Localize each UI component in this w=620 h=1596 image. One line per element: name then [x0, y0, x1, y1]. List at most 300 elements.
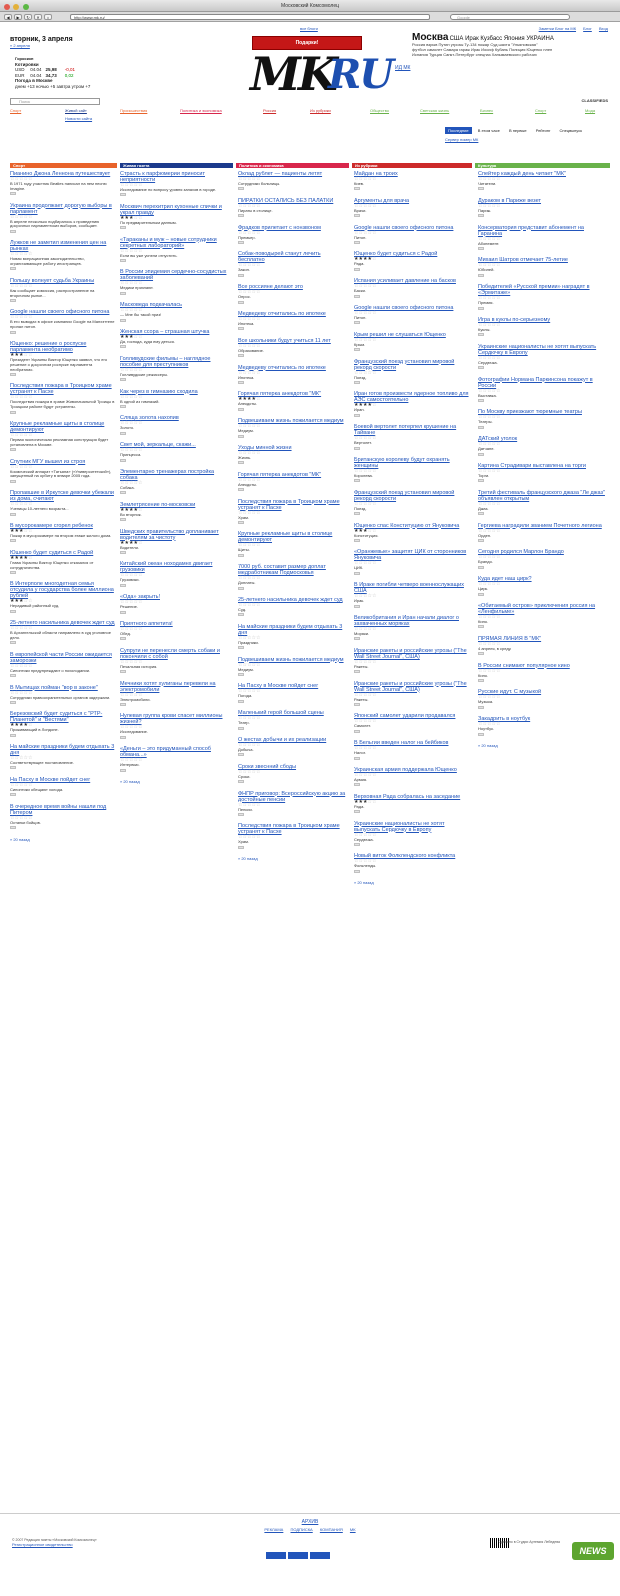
- star-icon[interactable]: ★: [120, 539, 125, 546]
- star-icon[interactable]: ☆: [367, 467, 372, 474]
- star-icon[interactable]: ☆: [23, 814, 28, 821]
- comment-icon[interactable]: [354, 187, 360, 190]
- star-icon[interactable]: ☆: [354, 467, 359, 474]
- star-icon[interactable]: ☆: [238, 262, 243, 269]
- comment-icon[interactable]: [120, 193, 126, 196]
- news-title-link[interactable]: Лужков не заметил изменения цен на рынках: [10, 240, 107, 253]
- star-icon[interactable]: ☆: [358, 369, 363, 376]
- star-icon[interactable]: ☆: [238, 542, 243, 549]
- star-icon[interactable]: ☆: [120, 479, 125, 486]
- news-title-link[interactable]: Москвич перехитрил кухонные спички и украл правду: [120, 203, 222, 216]
- star-icon[interactable]: ☆: [120, 366, 125, 373]
- star-icon[interactable]: ☆: [358, 625, 363, 632]
- star-icon[interactable]: ☆: [251, 289, 256, 296]
- star-icon[interactable]: ☆: [255, 575, 261, 582]
- star-icon[interactable]: ☆: [495, 441, 501, 448]
- news-title-link[interactable]: ФНПР приговор: Всероссийскую акцию за достойные пенсии: [238, 790, 346, 803]
- comment-icon[interactable]: [10, 641, 16, 644]
- star-icon[interactable]: ☆: [246, 834, 252, 841]
- star-icon[interactable]: ☆: [14, 251, 19, 258]
- news-title-link[interactable]: Свет мой, зеркальце, скажи...: [120, 442, 196, 449]
- star-icon[interactable]: ☆: [255, 634, 261, 641]
- news-title-link[interactable]: Аргументы для врача: [354, 197, 410, 204]
- star-icon[interactable]: ☆: [238, 202, 243, 209]
- star-icon[interactable]: ☆: [486, 500, 492, 507]
- news-title-link[interactable]: В Ираке погибли четверо военнослужащих США: [354, 582, 464, 595]
- star-icon[interactable]: ☆: [486, 414, 492, 421]
- comment-icon[interactable]: [238, 461, 244, 464]
- comment-icon[interactable]: [478, 187, 484, 190]
- comment-icon[interactable]: [120, 345, 126, 348]
- star-icon[interactable]: ☆: [354, 718, 359, 725]
- news-title-link[interactable]: Польшу волнует судьба Украины: [10, 277, 95, 284]
- star-icon[interactable]: ☆: [495, 613, 501, 620]
- comment-icon[interactable]: [120, 518, 126, 521]
- star-icon[interactable]: ☆: [137, 479, 143, 486]
- star-icon[interactable]: ☆: [133, 307, 138, 314]
- star-icon[interactable]: ☆: [251, 741, 256, 748]
- star-icon[interactable]: ☆: [354, 176, 359, 182]
- star-icon[interactable]: ☆: [255, 423, 261, 430]
- star-icon[interactable]: ☆: [18, 394, 24, 401]
- news-title-link[interactable]: ПИРАТКИ ОСТАЛИСЬ БЕЗ ПАЛАТКИ: [238, 197, 334, 204]
- news-title-link[interactable]: Ющенко: решение о роспуске парламента необратимо: [10, 340, 87, 353]
- star-icon[interactable]: ☆: [238, 176, 243, 182]
- star-icon[interactable]: ☆: [358, 771, 363, 778]
- column-header-1[interactable]: Спорт: [10, 163, 117, 168]
- star-icon[interactable]: ☆: [486, 176, 492, 182]
- star-icon[interactable]: ★: [120, 333, 125, 340]
- star-icon[interactable]: ☆: [128, 724, 134, 731]
- star-icon[interactable]: ☆: [242, 715, 247, 722]
- star-icon[interactable]: ☆: [14, 755, 19, 762]
- star-icon[interactable]: ☆: [120, 572, 125, 579]
- news-title-link[interactable]: Подвешиваем жизнь пожилается медиум: [238, 418, 344, 425]
- star-icon[interactable]: ☆: [128, 479, 134, 486]
- star-icon[interactable]: ☆: [354, 593, 359, 600]
- star-icon[interactable]: ☆: [137, 393, 143, 400]
- star-icon[interactable]: ☆: [137, 366, 143, 373]
- star-icon[interactable]: ☆: [486, 262, 492, 269]
- comment-icon[interactable]: [354, 605, 360, 608]
- star-icon[interactable]: ☆: [478, 202, 483, 209]
- star-icon[interactable]: ☆: [18, 431, 24, 438]
- star-icon[interactable]: ★: [120, 214, 125, 221]
- comment-icon[interactable]: [120, 491, 126, 494]
- star-icon[interactable]: ☆: [491, 176, 496, 182]
- news-title-link[interactable]: Майдан на троих: [354, 171, 398, 177]
- star-icon[interactable]: ☆: [367, 831, 372, 838]
- star-icon[interactable]: ☆: [23, 501, 28, 508]
- news-title-link[interactable]: Элементарно тренажерах постройка собака: [120, 468, 215, 481]
- star-icon[interactable]: ☆: [251, 542, 256, 549]
- star-icon[interactable]: ☆: [367, 229, 372, 236]
- rubric-5[interactable]: Россия: [263, 108, 277, 113]
- comment-icon[interactable]: [120, 769, 126, 772]
- star-icon[interactable]: ☆: [14, 689, 19, 696]
- star-icon[interactable]: ☆: [18, 213, 24, 220]
- star-icon[interactable]: ☆: [482, 467, 487, 474]
- star-icon[interactable]: ☆: [491, 667, 496, 674]
- star-icon[interactable]: ☆: [133, 393, 138, 400]
- comment-icon[interactable]: [354, 810, 360, 813]
- star-icon[interactable]: ☆: [362, 858, 368, 865]
- star-icon[interactable]: ☆: [128, 757, 134, 764]
- top-link-login[interactable]: Вход: [598, 26, 608, 31]
- star-icon[interactable]: ☆: [367, 176, 372, 182]
- star-icon[interactable]: ☆: [120, 625, 125, 632]
- star-icon[interactable]: ☆: [495, 527, 501, 534]
- star-icon[interactable]: ☆: [27, 351, 33, 358]
- star-icon[interactable]: ☆: [242, 342, 247, 349]
- star-icon[interactable]: ☆: [358, 467, 363, 474]
- star-icon[interactable]: ☆: [27, 394, 33, 401]
- star-icon[interactable]: ☆: [133, 447, 138, 454]
- star-icon[interactable]: ☆: [255, 601, 261, 608]
- star-icon[interactable]: ☆: [255, 715, 261, 722]
- tab-first[interactable]: В первые: [508, 128, 527, 133]
- news-title-link[interactable]: Иранские ракеты и российские угрозы ("The Wall Street Journal", США): [354, 680, 467, 693]
- star-icon[interactable]: ★: [238, 396, 243, 403]
- star-icon[interactable]: ☆: [491, 640, 496, 647]
- star-icon[interactable]: ★: [18, 554, 24, 561]
- star-icon[interactable]: ☆: [14, 463, 19, 470]
- star-icon[interactable]: ☆: [18, 282, 24, 289]
- star-icon[interactable]: ☆: [255, 315, 261, 322]
- star-icon[interactable]: ☆: [495, 694, 501, 701]
- star-icon[interactable]: ☆: [137, 420, 143, 427]
- comment-icon[interactable]: [354, 730, 360, 733]
- star-icon[interactable]: ☆: [120, 691, 125, 698]
- star-icon[interactable]: ☆: [255, 396, 261, 403]
- star-icon[interactable]: ★: [133, 539, 138, 546]
- rubric-9[interactable]: Бизнес: [480, 108, 494, 113]
- comment-icon[interactable]: [120, 432, 126, 435]
- star-icon[interactable]: ★: [18, 527, 24, 534]
- star-icon[interactable]: ☆: [27, 176, 33, 182]
- star-icon[interactable]: ☆: [482, 176, 487, 182]
- comment-icon[interactable]: [354, 539, 360, 542]
- star-icon[interactable]: ☆: [367, 798, 372, 805]
- news-title-link[interactable]: Землетрясение по-московски: [120, 501, 196, 508]
- star-icon[interactable]: ☆: [255, 741, 261, 748]
- reload-icon[interactable]: ↻: [24, 14, 32, 20]
- star-icon[interactable]: ☆: [27, 781, 33, 788]
- news-title-link[interactable]: Женская ссора – страшная штучка: [120, 328, 210, 335]
- star-icon[interactable]: ☆: [137, 214, 143, 221]
- star-icon[interactable]: ☆: [367, 658, 372, 665]
- news-title-link[interactable]: Горячая пятерка анекдотов "МК": [238, 471, 322, 478]
- star-icon[interactable]: ☆: [367, 691, 372, 698]
- comment-icon[interactable]: [120, 319, 126, 322]
- star-icon[interactable]: ☆: [478, 176, 483, 182]
- star-icon[interactable]: ☆: [246, 423, 252, 430]
- star-icon[interactable]: ☆: [354, 435, 359, 442]
- star-icon[interactable]: ☆: [128, 625, 134, 632]
- star-icon[interactable]: ☆: [486, 527, 492, 534]
- comment-icon[interactable]: [238, 780, 244, 783]
- comment-icon[interactable]: [120, 292, 126, 295]
- news-title-link[interactable]: Иран готов произвести ядерное топливо для АЭС самостоятельно: [354, 391, 469, 404]
- star-icon[interactable]: ☆: [128, 599, 134, 606]
- star-icon[interactable]: ☆: [14, 662, 19, 669]
- star-icon[interactable]: ☆: [491, 441, 496, 448]
- star-icon[interactable]: ★: [18, 598, 24, 605]
- star-icon[interactable]: ☆: [486, 321, 492, 328]
- star-icon[interactable]: ☆: [255, 229, 261, 236]
- star-icon[interactable]: ☆: [362, 336, 368, 343]
- star-icon[interactable]: ☆: [362, 593, 368, 600]
- news-title-link[interactable]: Юшенко будет судиться с Радой: [10, 549, 94, 556]
- star-icon[interactable]: ☆: [251, 229, 256, 236]
- star-icon[interactable]: ☆: [238, 768, 243, 775]
- star-icon[interactable]: ☆: [495, 667, 501, 674]
- star-icon[interactable]: ☆: [133, 625, 138, 632]
- star-icon[interactable]: ☆: [478, 262, 483, 269]
- news-title-link[interactable]: Спутник МГУ вышел из строя: [10, 458, 86, 465]
- star-icon[interactable]: ☆: [495, 176, 501, 182]
- star-icon[interactable]: ☆: [124, 182, 129, 188]
- star-icon[interactable]: ☆: [491, 262, 496, 269]
- star-icon[interactable]: ☆: [358, 745, 363, 752]
- comment-icon[interactable]: [478, 426, 484, 429]
- star-icon[interactable]: ☆: [27, 463, 33, 470]
- news-title-link[interactable]: На Пасху в Москве пойдет снег: [10, 776, 91, 783]
- star-icon[interactable]: ☆: [18, 814, 24, 821]
- star-icon[interactable]: ★: [120, 506, 125, 513]
- star-icon[interactable]: ☆: [367, 369, 372, 376]
- news-title-link[interactable]: Шведских правительство допланивает водителям за чистоту: [120, 528, 219, 541]
- news-title-link[interactable]: «Ода» закрыть!: [120, 594, 160, 601]
- star-icon[interactable]: ☆: [246, 262, 252, 269]
- star-icon[interactable]: ☆: [246, 509, 252, 516]
- news-title-link[interactable]: Приятного аппетита!: [120, 620, 173, 627]
- star-icon[interactable]: ☆: [27, 527, 33, 534]
- star-icon[interactable]: ☆: [120, 182, 125, 188]
- star-icon[interactable]: ★: [14, 598, 19, 605]
- star-icon[interactable]: ☆: [486, 202, 492, 209]
- star-icon[interactable]: ☆: [124, 572, 129, 579]
- star-icon[interactable]: ☆: [246, 476, 252, 483]
- star-icon[interactable]: ☆: [255, 768, 261, 775]
- star-icon[interactable]: ☆: [482, 613, 487, 620]
- comment-icon[interactable]: [354, 214, 360, 217]
- star-icon[interactable]: ☆: [246, 634, 252, 641]
- comment-icon[interactable]: [478, 679, 484, 682]
- star-icon[interactable]: ★: [362, 256, 368, 263]
- star-icon[interactable]: ★: [14, 554, 19, 561]
- star-icon[interactable]: ☆: [362, 745, 368, 752]
- star-icon[interactable]: ☆: [124, 691, 129, 698]
- comment-icon[interactable]: [238, 301, 244, 304]
- star-icon[interactable]: ☆: [238, 423, 243, 430]
- star-icon[interactable]: ☆: [371, 435, 377, 442]
- star-icon[interactable]: ☆: [371, 798, 377, 805]
- star-icon[interactable]: ★: [14, 722, 19, 729]
- star-icon[interactable]: ★: [14, 351, 19, 358]
- comment-icon[interactable]: [478, 593, 484, 596]
- comment-icon[interactable]: [354, 321, 360, 324]
- comment-icon[interactable]: [238, 435, 244, 438]
- star-icon[interactable]: ☆: [246, 801, 252, 808]
- star-icon[interactable]: ☆: [246, 315, 252, 322]
- star-icon[interactable]: ☆: [491, 321, 496, 328]
- star-icon[interactable]: ☆: [251, 575, 256, 582]
- star-icon[interactable]: ☆: [18, 176, 24, 182]
- star-icon[interactable]: ☆: [354, 500, 359, 507]
- star-icon[interactable]: ☆: [251, 315, 256, 322]
- star-icon[interactable]: ☆: [238, 476, 243, 483]
- star-icon[interactable]: ☆: [482, 414, 487, 421]
- star-icon[interactable]: ☆: [354, 771, 359, 778]
- star-icon[interactable]: ☆: [10, 213, 15, 220]
- star-icon[interactable]: ☆: [358, 691, 363, 698]
- star-icon[interactable]: ☆: [14, 394, 19, 401]
- star-icon[interactable]: ☆: [23, 251, 28, 258]
- news-title-link[interactable]: Фрадков прилетает с нонзвоном: [238, 224, 321, 231]
- comment-icon[interactable]: [354, 670, 360, 673]
- news-title-link[interactable]: Супруги не перенесли смерть собаки и покончили с собой: [120, 647, 220, 660]
- close-icon[interactable]: [4, 4, 10, 10]
- comment-icon[interactable]: [478, 479, 484, 482]
- star-icon[interactable]: ☆: [238, 688, 243, 695]
- rubric-7[interactable]: Общество: [370, 108, 390, 113]
- comment-icon[interactable]: [238, 554, 244, 557]
- star-icon[interactable]: ☆: [358, 658, 363, 665]
- star-icon[interactable]: ★: [362, 798, 368, 805]
- star-icon[interactable]: ☆: [371, 369, 377, 376]
- star-icon[interactable]: ☆: [255, 262, 261, 269]
- news-title-link[interactable]: Масковеда подкачалась: [120, 302, 182, 309]
- star-icon[interactable]: ☆: [371, 202, 377, 209]
- news-title-link[interactable]: «Тараканы и муж – новые сотрудники секретных лабораторий»: [120, 236, 217, 249]
- star-icon[interactable]: ☆: [362, 369, 368, 376]
- news-title-link[interactable]: Нулевая группа крови спасет миллионы жизней?: [120, 713, 223, 726]
- star-icon[interactable]: ☆: [242, 423, 247, 430]
- star-icon[interactable]: ☆: [242, 369, 247, 376]
- news-title-link[interactable]: Украинские националисты не хотят выпускать Сердючку в Европу: [478, 343, 597, 356]
- star-icon[interactable]: ☆: [246, 575, 252, 582]
- star-icon[interactable]: ☆: [478, 581, 483, 588]
- star-icon[interactable]: ☆: [128, 658, 134, 665]
- star-icon[interactable]: ☆: [242, 449, 247, 456]
- star-icon[interactable]: ☆: [124, 625, 129, 632]
- news-title-link[interactable]: Все школьники будут учиться 11 лет: [238, 337, 331, 344]
- star-icon[interactable]: ☆: [495, 640, 501, 647]
- star-icon[interactable]: ☆: [133, 572, 138, 579]
- star-icon[interactable]: ☆: [14, 814, 19, 821]
- comment-icon[interactable]: [120, 405, 126, 408]
- registration-link[interactable]: Регистрационное свидетельство: [12, 1541, 73, 1547]
- comment-icon[interactable]: [10, 826, 16, 829]
- star-icon[interactable]: ☆: [367, 560, 372, 567]
- tag-line-3[interactable]: Испания Турция Санкт-Петербург спецназ Ханымаевского рабочих: [412, 52, 537, 57]
- star-icon[interactable]: ☆: [255, 202, 261, 209]
- star-icon[interactable]: ☆: [27, 755, 33, 762]
- comment-icon[interactable]: [238, 381, 244, 384]
- news-title-link[interactable]: О жестах добычи и их реализации: [238, 736, 327, 743]
- star-icon[interactable]: ☆: [137, 658, 143, 665]
- star-icon[interactable]: ★: [358, 402, 363, 409]
- star-icon[interactable]: ☆: [367, 309, 372, 316]
- star-icon[interactable]: ☆: [242, 768, 247, 775]
- news-title-link[interactable]: Медведеву отчитались по ипотеке: [238, 310, 326, 317]
- star-icon[interactable]: ☆: [251, 661, 256, 668]
- star-icon[interactable]: ☆: [354, 202, 359, 209]
- star-icon[interactable]: ☆: [133, 599, 138, 606]
- star-icon[interactable]: ☆: [251, 262, 256, 269]
- comment-icon[interactable]: [10, 480, 16, 483]
- star-icon[interactable]: ☆: [491, 387, 496, 394]
- star-icon[interactable]: ☆: [133, 280, 138, 287]
- star-icon[interactable]: ☆: [354, 691, 359, 698]
- comment-icon[interactable]: [238, 521, 244, 524]
- news-title-link[interactable]: Китайский океан ноходамнх двигает грузовики: [120, 561, 213, 574]
- star-icon[interactable]: ☆: [495, 354, 501, 361]
- star-icon[interactable]: ★: [133, 506, 138, 513]
- star-icon[interactable]: ☆: [354, 658, 359, 665]
- star-icon[interactable]: ☆: [362, 500, 368, 507]
- star-icon[interactable]: ☆: [367, 435, 372, 442]
- news-title-link[interactable]: Мечники хотят хулиганы перевели на электромобили: [120, 680, 216, 693]
- star-icon[interactable]: ★: [10, 598, 15, 605]
- star-icon[interactable]: ☆: [362, 625, 368, 632]
- comment-icon[interactable]: [238, 408, 244, 411]
- star-icon[interactable]: ☆: [362, 658, 368, 665]
- star-icon[interactable]: ☆: [124, 724, 129, 731]
- star-icon[interactable]: ☆: [482, 262, 487, 269]
- star-icon[interactable]: ☆: [495, 321, 501, 328]
- star-icon[interactable]: ☆: [478, 235, 483, 242]
- star-icon[interactable]: ★: [10, 527, 15, 534]
- star-icon[interactable]: ☆: [354, 625, 359, 632]
- star-icon[interactable]: ☆: [491, 694, 496, 701]
- comment-icon[interactable]: [478, 733, 484, 736]
- comment-icon[interactable]: [10, 267, 16, 270]
- star-icon[interactable]: ★: [354, 402, 359, 409]
- tab-special[interactable]: Спецвыпуск: [559, 128, 582, 133]
- comment-icon[interactable]: [120, 584, 126, 587]
- comment-icon[interactable]: [238, 187, 244, 190]
- star-icon[interactable]: ★: [246, 396, 252, 403]
- news-title-link[interactable]: Британскую королеву будут охранять женщины: [354, 456, 450, 469]
- news-title-link[interactable]: Игра в куклы по-серьезному: [478, 316, 551, 323]
- ad-banner[interactable]: Подарки!: [252, 36, 362, 50]
- star-icon[interactable]: ☆: [482, 581, 487, 588]
- star-icon[interactable]: ★: [128, 506, 134, 513]
- star-icon[interactable]: ☆: [495, 202, 501, 209]
- star-icon[interactable]: ☆: [18, 625, 24, 632]
- comment-icon[interactable]: [10, 701, 16, 704]
- star-icon[interactable]: ☆: [10, 814, 15, 821]
- news-badge[interactable]: NEWS: [572, 1542, 614, 1560]
- star-icon[interactable]: ★: [124, 539, 129, 546]
- star-icon[interactable]: ☆: [255, 476, 261, 483]
- star-icon[interactable]: ☆: [246, 661, 252, 668]
- star-icon[interactable]: ☆: [10, 282, 15, 289]
- star-icon[interactable]: ☆: [18, 755, 24, 762]
- news-title-link[interactable]: Подвешиваем жизнь пожилается медиум: [238, 656, 344, 663]
- news-title-link[interactable]: На майские праздники будем отдыхать 3 дня: [10, 744, 115, 757]
- star-icon[interactable]: ☆: [120, 393, 125, 400]
- star-icon[interactable]: ☆: [120, 247, 125, 254]
- star-icon[interactable]: ☆: [486, 441, 492, 448]
- star-icon[interactable]: ☆: [128, 182, 134, 188]
- news-title-link[interactable]: В России эпидемия сердечно-сосудистых заболеваний: [120, 269, 227, 282]
- star-icon[interactable]: ☆: [133, 757, 138, 764]
- star-icon[interactable]: ☆: [354, 831, 359, 838]
- star-icon[interactable]: ☆: [242, 634, 247, 641]
